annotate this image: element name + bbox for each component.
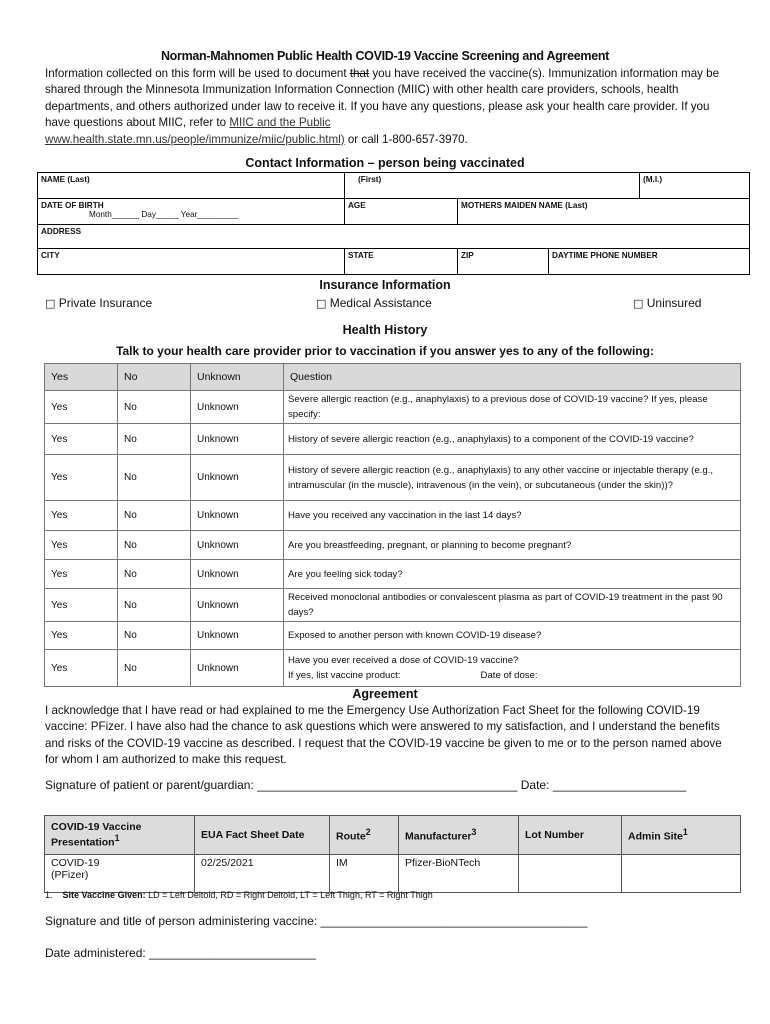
name-last-field[interactable]: NAME (Last) (38, 173, 345, 199)
contact-table (37, 172, 750, 275)
insurance-heading: Insurance Information (319, 278, 451, 292)
medical-assistance-option[interactable] (316, 296, 432, 310)
table-row (45, 531, 741, 560)
table-row (45, 455, 741, 501)
unknown-option[interactable]: Unknown (191, 455, 284, 501)
question-line-2 (288, 668, 736, 683)
question-text: Severe allergic reaction (e.g., anaphylaxis) to a previous dose of COVID-19 vaccine? If yes, please specify: (284, 391, 741, 424)
yes-option[interactable]: Yes (45, 455, 118, 501)
address-field[interactable]: ADDRESS (38, 225, 750, 249)
col-yes: Yes (45, 364, 118, 391)
question-text: Are you feeling sick today? (284, 560, 741, 589)
col-unknown: Unknown (191, 364, 284, 391)
presentation-cell: COVID-19 (PFizer) (45, 855, 195, 893)
date-administered-line[interactable]: Date administered: _________________________ (45, 946, 316, 960)
intro-text-2: you have received the vaccine(s). Immunization information may be shared through the Minnesota Immunization Information Connection (MIIC) with other health care providers, schools, health departments, and others authorized under law to receive it. If you have any questions, please ask your health care provider. If you have questions about MIIC, refer to (45, 67, 720, 130)
table-row (45, 560, 741, 589)
age-field[interactable]: AGE (345, 199, 458, 225)
unknown-option[interactable]: Unknown (191, 424, 284, 455)
vaccine-product-label: If yes, list vaccine product: (288, 670, 401, 681)
unknown-option[interactable]: Unknown (191, 589, 284, 622)
no-option[interactable]: No (118, 589, 191, 622)
table-row (45, 501, 741, 531)
manufacturer-cell: Pfizer-BioNTech (399, 855, 519, 893)
table-row (45, 622, 741, 650)
phone-field[interactable]: DAYTIME PHONE NUMBER (549, 249, 750, 275)
intro-text-1: Information collected on this form will be used to document (45, 67, 350, 80)
footnote-ref: 3 (471, 827, 477, 838)
unknown-option[interactable]: Unknown (191, 531, 284, 560)
unknown-option[interactable]: Unknown (191, 650, 284, 687)
question-text: History of severe allergic reaction (e.g., anaphylaxis) to any other vaccine or injectable therapy (e.g., intramuscular (in the muscle), intravenous (in the vein), or subcutaneous (under the skin))? (284, 455, 741, 501)
unknown-option[interactable]: Unknown (191, 391, 284, 424)
maiden-name-field[interactable]: MOTHERS MAIDEN NAME (Last) (458, 199, 750, 225)
contact-heading: Contact Information – person being vaccinated (245, 156, 525, 170)
lot-number-cell[interactable] (519, 855, 622, 893)
unknown-option[interactable]: Unknown (191, 501, 284, 531)
medical-assistance-label: Medical Assistance (329, 296, 432, 310)
footnote-ref: 2 (365, 827, 371, 838)
question-text: Exposed to another person with known COVID-19 disease? (284, 622, 741, 650)
footnote-text: LD = Left Deltoid, RD = Right Deltoid, LT = Left Thigh, RT = Right Thigh (145, 890, 433, 900)
col-route: Route$^2$ (330, 816, 399, 855)
no-option[interactable]: No (118, 501, 191, 531)
dob-label: DATE OF BIRTH (41, 201, 104, 210)
footnote-ref: 1 (114, 833, 120, 844)
col-manufacturer: Manufacturer$^3$ (399, 816, 519, 855)
no-option[interactable]: No (118, 424, 191, 455)
date-of-dose-label: Date of dose: (480, 670, 538, 681)
question-text (284, 650, 741, 687)
col-lot-number: Lot Number (519, 816, 622, 855)
question-text: Are you breastfeeding, pregnant, or planning to become pregnant? (284, 531, 741, 560)
unknown-option[interactable]: Unknown (191, 560, 284, 589)
no-option[interactable]: No (118, 455, 191, 501)
dob-line: Month______ Day_____ Year_________ (89, 210, 239, 219)
vaccine-table (44, 815, 741, 893)
miic-link[interactable]: MIIC and the Public (229, 116, 331, 130)
zip-field[interactable]: ZIP (458, 249, 549, 275)
question-line-1: Have you ever received a dose of COVID-19 vaccine? (288, 655, 519, 666)
yes-option[interactable]: Yes (45, 391, 118, 424)
no-option[interactable]: No (118, 650, 191, 687)
uninsured-label: Uninsured (646, 296, 702, 310)
table-row (45, 424, 741, 455)
no-option[interactable]: No (118, 622, 191, 650)
yes-option[interactable]: Yes (45, 650, 118, 687)
yes-option[interactable]: Yes (45, 589, 118, 622)
unknown-option[interactable]: Unknown (191, 622, 284, 650)
yes-option[interactable]: Yes (45, 424, 118, 455)
patient-signature-line[interactable]: Signature of patient or parent/guardian: _______________________________________ Date: ____________________ (45, 778, 687, 792)
health-history-heading: Health History (342, 323, 428, 337)
checkbox-icon[interactable]: □ (316, 297, 327, 310)
no-option[interactable]: No (118, 531, 191, 560)
agreement-text: I acknowledge that I have read or had explained to me the Emergency Use Authorization Fact Sheet for the following COVID-19 vaccine: PFizer. I have also had the chance to ask questions which were answered to my satisfaction, and I understand the benefits and risks of the COVID-19 vaccine as described. I request that the COVID-19 vaccine be given to me or to the person named above for whom I am authorized to make this request. (45, 704, 722, 767)
miic-url-link[interactable]: www.health.state.mn.us/people/immunize/miic/public.html) (45, 132, 345, 146)
route-cell: IM (330, 855, 399, 893)
question-text: History of severe allergic reaction (e.g., anaphylaxis) to a component of the COVID-19 vaccine? (284, 424, 741, 455)
form-title: Norman-Mahnomen Public Health COVID-19 Vaccine Screening and Agreement (160, 49, 610, 63)
agreement-heading: Agreement (352, 687, 418, 701)
eua-date-cell: 02/25/2021 (195, 855, 330, 893)
mi-field[interactable]: (M.I.) (640, 173, 750, 199)
private-insurance-option[interactable] (45, 296, 152, 310)
yes-option[interactable]: Yes (45, 560, 118, 589)
intro-text-3: or call 1-800-657-3970. (344, 132, 468, 146)
footnote-ref: 1 (682, 827, 688, 838)
table-row (45, 855, 741, 893)
table-row (45, 589, 741, 622)
private-insurance-label: Private Insurance (58, 296, 153, 310)
no-option[interactable]: No (118, 391, 191, 424)
yes-option[interactable]: Yes (45, 622, 118, 650)
table-row (45, 650, 741, 687)
first-label: (First) (358, 175, 382, 184)
health-history-subheading: Talk to your health care provider prior to vaccination if you answer yes to any of the following: (116, 344, 654, 358)
question-text: Received monoclonal antibodies or convalescent plasma as part of COVID-19 treatment in the past 90 days? (284, 589, 741, 622)
state-field[interactable]: STATE (345, 249, 458, 275)
first-name-field[interactable] (345, 173, 640, 199)
city-field[interactable]: CITY (38, 249, 345, 275)
yes-option[interactable]: Yes (45, 501, 118, 531)
intro-paragraph (45, 66, 735, 148)
administrator-signature-line[interactable]: Signature and title of person administering vaccine: ________________________________________ (45, 914, 588, 928)
checkbox-icon[interactable]: □ (45, 297, 56, 310)
uninsured-option[interactable] (633, 296, 701, 310)
table-row (45, 391, 741, 424)
col-question: Question (284, 364, 741, 391)
health-history-table (44, 363, 741, 687)
checkbox-icon[interactable]: □ (633, 297, 644, 310)
col-no: No (118, 364, 191, 391)
question-text: Have you received any vaccination in the last 14 days? (284, 501, 741, 531)
yes-option[interactable]: Yes (45, 531, 118, 560)
dob-field[interactable] (38, 199, 345, 225)
col-presentation: COVID-19 Vaccine Presentation$^1$ (45, 816, 195, 855)
col-admin-site: Admin Site$^1$ (622, 816, 741, 855)
intro-struck-word: that (349, 67, 370, 80)
footnote-number: 1. (45, 890, 53, 900)
footnote-label: Site Vaccine Given: (62, 890, 146, 900)
site-footnote (45, 890, 433, 900)
col-eua-date: EUA Fact Sheet Date (195, 816, 330, 855)
no-option[interactable]: No (118, 560, 191, 589)
admin-site-cell[interactable] (622, 855, 741, 893)
